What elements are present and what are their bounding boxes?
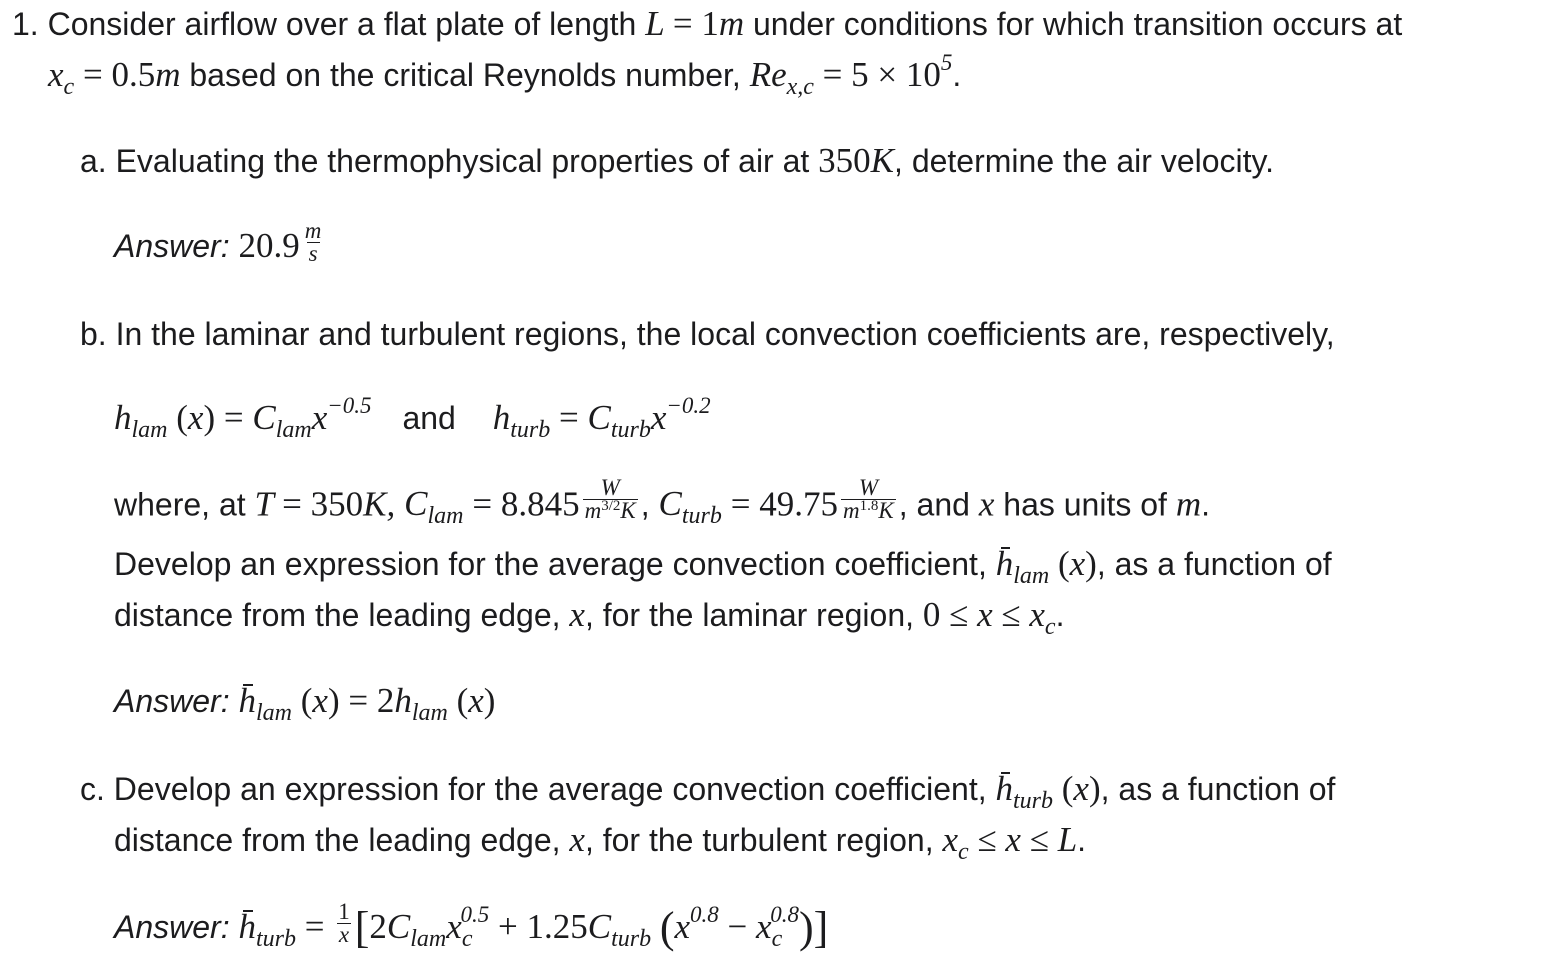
part-c-answer (114, 899, 829, 952)
part-c-question-1 (80, 769, 1335, 813)
develop-c-text-2: distance from the leading edge, (114, 822, 561, 858)
part-b-text: In the laminar and turbulent regions, the local convection coefficients are, respectively, (115, 316, 1335, 352)
math-reynolds: $Re_{x,c} = 5 \times 10^5$ (749, 50, 953, 100)
math-hlam-bar: $h_{lam}$ (x) (995, 544, 1097, 589)
math-x-b: x (569, 595, 585, 634)
answer-label-b: Answer: (114, 683, 230, 719)
part-b-develop-2: distance from the leading edge, x, for the laminar region, $0 \le x \le x_c$. (114, 595, 1065, 640)
part-a-text-end: , determine the air velocity. (894, 143, 1275, 179)
part-a-answer (114, 218, 326, 271)
part-b-answer (114, 681, 495, 725)
part-a-text-start: Evaluating the thermophysical properties of air at (115, 143, 810, 179)
part-a-label: a. (80, 143, 107, 179)
develop-c-text-1-end: , as a function of (1100, 771, 1336, 807)
problem-text-1-end: under conditions for which transition occurs at (753, 6, 1403, 42)
math-xc: $x_c = 0.5m$ (48, 55, 181, 100)
answer-b-expression: $h_{lam}$ $(x) = 2h_{lam}$ (x) (238, 681, 496, 726)
part-b-equations (114, 393, 711, 443)
answer-a-value: 20.9 (238, 226, 300, 265)
part-c-question-2: distance from the leading edge, x, for the turbulent region, $x_c \le x \le L$. (114, 820, 1087, 865)
problem-text-2: based on the critical Reynolds number, (189, 57, 741, 93)
unit-m-per-s: $\frac{m}{s}$ (304, 218, 322, 267)
math-hlam: $h_{lam}$ $(x) = C_{lam}x^{-0.5}$ (114, 393, 372, 443)
math-T: T = 350K, (254, 484, 396, 524)
units-tail: has units of (1003, 486, 1167, 523)
math-temp: 350K (818, 141, 895, 180)
problem-number: 1. (12, 6, 39, 42)
develop-b-text-2-mid: , for the laminar region, (584, 597, 914, 633)
unit-clam: $\frac{W}{m^{3/2}K}$ (584, 475, 636, 523)
clam-value: = 8.845 (472, 484, 580, 524)
problem-line-1 (12, 4, 1402, 44)
math-hturb: $h_{turb} = C_{turb}x^{-0.2}$ (492, 393, 711, 443)
math-hturb-bar: $h_{turb}$ (x) (995, 769, 1101, 814)
develop-b-text-1-end: , as a function of (1096, 546, 1332, 582)
problem-text-1: Consider airflow over a flat plate of length (47, 6, 637, 42)
answer-label-c: Answer: (114, 909, 230, 945)
part-b-label: b. (80, 316, 107, 352)
where-start: where, at (114, 486, 246, 523)
problem-line-2: $x_c = 0.5m$ based on the critical Reynolds number, $Re_{x,c} = 5 \times 10^5$. (48, 50, 962, 100)
part-b-where: where, at T = 350K, $C_{lam} = 8.845$ $\frac{W}{m^{3/2}K}$ , $C_{turb} = 49.75$ $\frac{W}{m^{1.8}K}$ , and x has units of m. (114, 475, 1210, 530)
cturb-value: = 49.75 (730, 484, 839, 524)
math-clam: $C_{lam}$ (404, 484, 464, 530)
math-cturb: $C_{turb}$ (658, 484, 722, 530)
math-turbulent-range: $x_c \le x \le L$ (942, 820, 1078, 865)
math-x-c: x (569, 820, 585, 859)
develop-b-text-1: Develop an expression for the average convection coefficient, (114, 546, 987, 582)
part-b-develop-1 (114, 544, 1332, 588)
develop-c-text-2-mid: , for the turbulent region, (584, 822, 934, 858)
develop-b-text-2: distance from the leading edge, (114, 597, 561, 633)
units-end: , and (898, 486, 970, 523)
math-laminar-range: $0 \le x \le x_c$ (922, 595, 1056, 640)
answer-c-expression: $h_{turb}$ = $\frac{1}{x}$ [$2C_{lam}x_c^{0.5} + 1.25C_{turb}$ $(x^{0.8} - x_c^{0.8})$] (238, 899, 829, 952)
math-length: L = 1m (645, 4, 745, 43)
math-x: x (978, 484, 995, 524)
part-b-question (80, 314, 1335, 354)
math-m: m (1175, 484, 1202, 524)
part-a-question (80, 141, 1274, 181)
and-word: and (402, 400, 456, 436)
part-c-label: c. (80, 771, 105, 807)
develop-c-text-1: Develop an expression for the average convection coefficient, (113, 771, 987, 807)
unit-cturb: $\frac{W}{m^{1.8}K}$ (843, 475, 894, 523)
answer-label-a: Answer: (114, 228, 230, 264)
